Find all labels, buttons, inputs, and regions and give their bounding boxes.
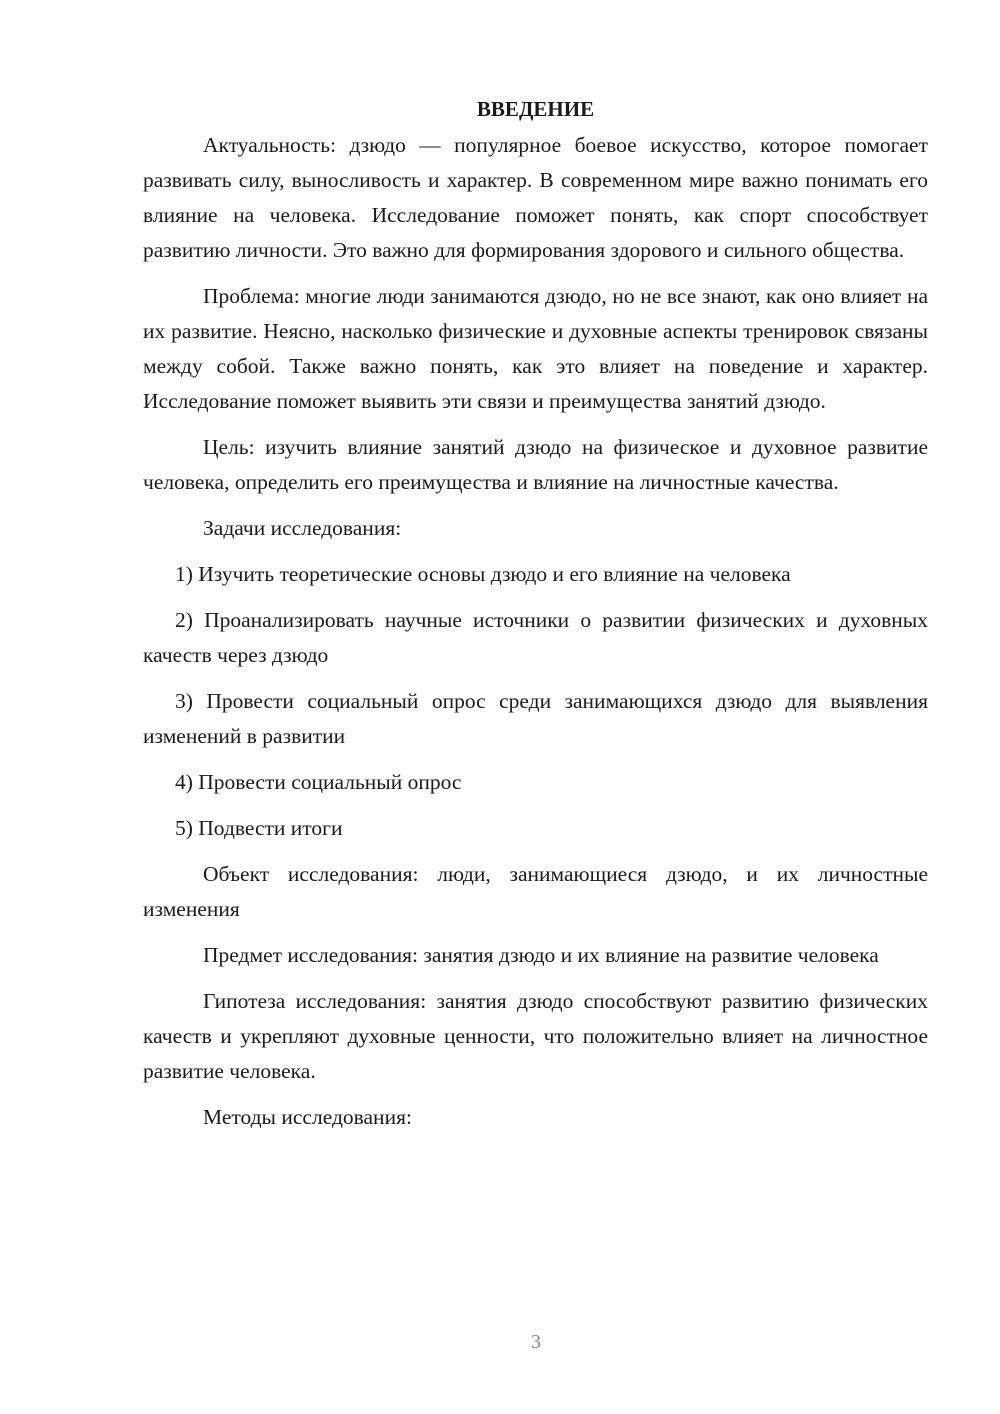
problem-paragraph: Проблема: многие люди занимаются дзюдо, но не все знают, как оно влияет на их развитие. Неясно, насколько физические и духовные аспекты тренировок связаны между собой. Также важно понять, как это влияет на поведение и характер. Исследование поможет выявить эти связи и преимущества занятий дзюдо. bbox=[143, 284, 928, 413]
goal-paragraph: Цель: изучить влияние занятий дзюдо на физическое и духовное развитие человека, определить его преимущества и влияние на личностные качества. bbox=[143, 435, 928, 494]
task-item: 3) Провести социальный опрос среди занимающихся дзюдо для выявления изменений в развитии bbox=[143, 689, 928, 748]
task-item: 5) Подвести итоги bbox=[175, 816, 343, 840]
subject-paragraph: Предмет исследования: занятия дзюдо и их влияние на развитие человека bbox=[203, 943, 879, 967]
relevance-paragraph: Актуальность: дзюдо — популярное боевое искусство, которое помогает развивать силу, выносливость и характер. В современном мире важно понимать его влияние на человека. Исследование поможет понять, как спорт способствует развитию личности. Это важно для формирования здорового и сильного общества. bbox=[143, 133, 928, 262]
object-paragraph: Объект исследования: люди, занимающиеся дзюдо, и их личностные изменения bbox=[143, 862, 928, 921]
page-number: 3 bbox=[531, 1331, 541, 1353]
document-page bbox=[143, 92, 928, 1146]
task-item: 4) Провести социальный опрос bbox=[175, 770, 462, 794]
tasks-heading: Задачи исследования: bbox=[203, 516, 402, 540]
hypothesis-paragraph: Гипотеза исследования: занятия дзюдо способствуют развитию физических качеств и укрепляют духовные ценности, что положительно влияет на личностное развитие человека. bbox=[143, 989, 928, 1083]
section-title: ВВЕДЕНИЕ bbox=[476, 97, 595, 121]
methods-heading: Методы исследования: bbox=[203, 1105, 412, 1129]
task-item: 2) Проанализировать научные источники о развитии физических и духовных качеств через дзюдо bbox=[143, 608, 928, 667]
task-item: 1) Изучить теоретические основы дзюдо и его влияние на человека bbox=[175, 562, 791, 586]
